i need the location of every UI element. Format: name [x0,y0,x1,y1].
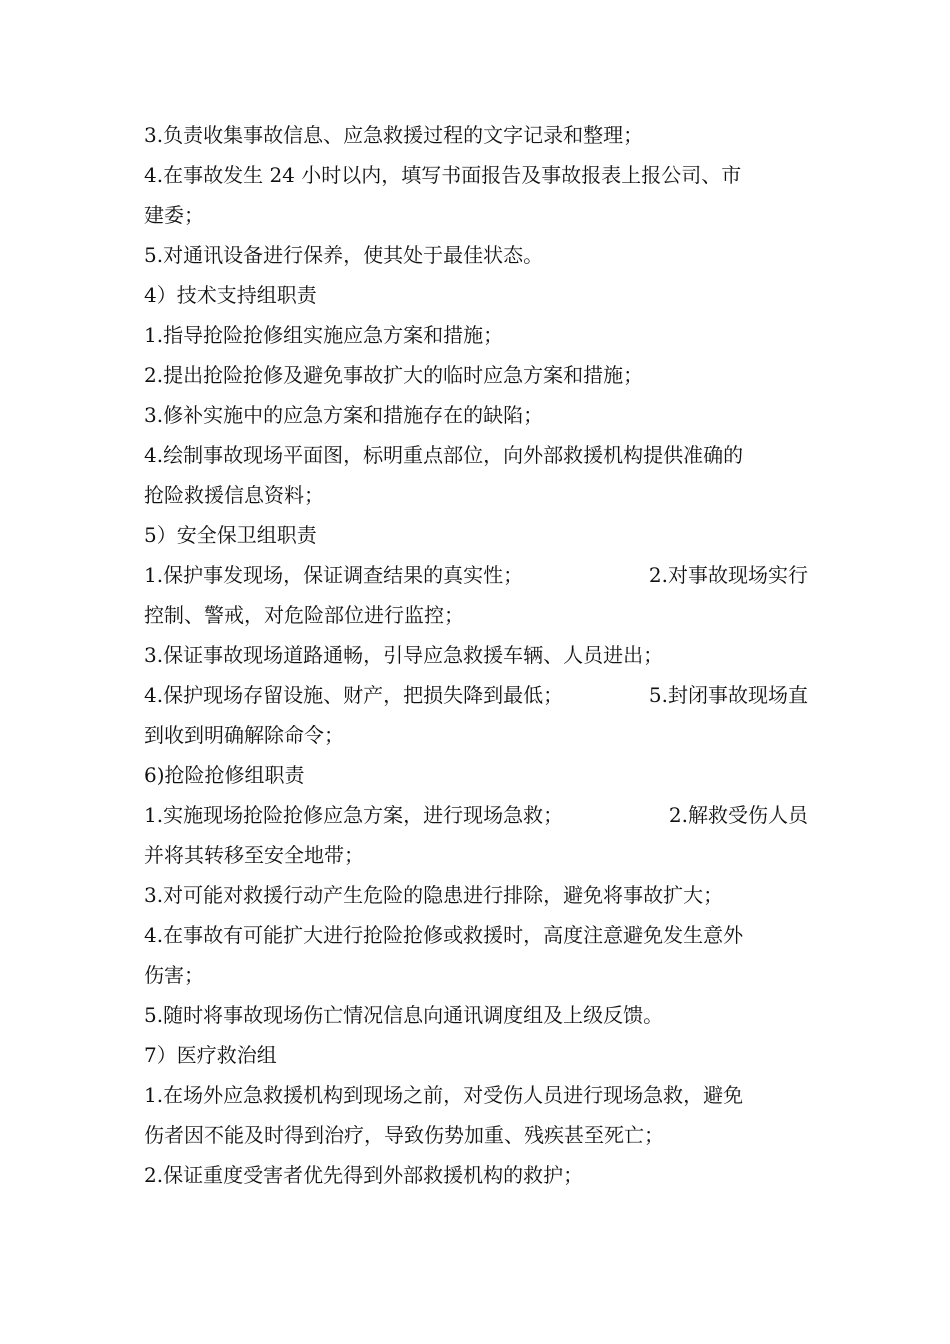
text-line: 建委； [144,203,204,227]
text-line: 并将其转移至安全地带； [144,843,364,867]
text-segment: 1.实施现场抢险抢修应急方案，进行现场急救； [144,803,564,827]
section-heading: 6)抢险抢修组职责 [144,763,305,787]
text-line: 4.在事故发生 24 小时以内，填写书面报告及事故报表上报公司、市 [144,163,742,187]
section-heading: 7）医疗救治组 [144,1043,277,1067]
text-line: 抢险救援信息资料； [144,483,324,507]
text-line: 3.负责收集事故信息、应急救援过程的文字记录和整理； [144,123,644,147]
text-line [144,555,808,595]
text-line [144,675,808,715]
text-line: 5.随时将事故现场伤亡情况信息向通讯调度组及上级反馈。 [144,1003,664,1027]
text-line: 4.绘制事故现场平面图，标明重点部位，向外部救援机构提供准确的 [144,443,744,467]
text-line: 3.修补实施中的应急方案和措施存在的缺陷； [144,403,544,427]
section-heading: 5）安全保卫组职责 [144,523,317,547]
text-segment: 1.保护事发现场，保证调查结果的真实性； [144,563,524,587]
text-segment: 5.封闭事故现场直 [648,683,808,707]
text-segment: 2.解救受伤人员 [668,803,808,827]
text-line: 1.在场外应急救援机构到现场之前，对受伤人员进行现场急救，避免 [144,1083,744,1107]
text-line: 3.对可能对救援行动产生危险的隐患进行排除，避免将事故扩大； [144,883,724,907]
text-line: 2.保证重度受害者优先得到外部救援机构的救护； [144,1163,584,1187]
text-line: 4.在事故有可能扩大进行抢险抢修或救援时，高度注意避免发生意外 [144,923,744,947]
text-segment: 4.保护现场存留设施、财产，把损失降到最低； [144,683,564,707]
text-line [144,795,808,835]
document-body [144,115,808,1195]
text-line: 到收到明确解除命令； [144,723,344,747]
text-line: 1.指导抢险抢修组实施应急方案和措施； [144,323,504,347]
text-line: 2.提出抢险抢修及避免事故扩大的临时应急方案和措施； [144,363,644,387]
section-heading: 4）技术支持组职责 [144,283,317,307]
text-line: 3.保证事故现场道路通畅，引导应急救援车辆、人员进出； [144,643,664,667]
text-line: 伤者因不能及时得到治疗，导致伤势加重、残疾甚至死亡； [144,1123,664,1147]
text-segment: 2.对事故现场实行 [648,563,808,587]
text-line: 控制、警戒，对危险部位进行监控； [144,603,464,627]
text-line: 5.对通讯设备进行保养，使其处于最佳状态。 [144,243,544,267]
text-line: 伤害； [144,963,204,987]
